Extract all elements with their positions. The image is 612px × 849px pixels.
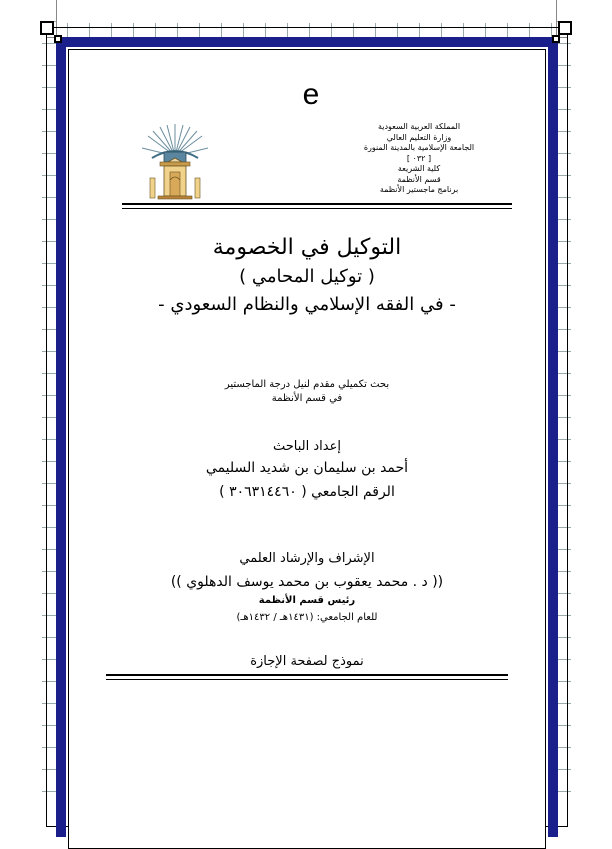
footer-divider-thin [106, 679, 508, 680]
header-divider [122, 203, 512, 205]
author-name: أحمد بن سليمان بن شديد السليمي [205, 460, 409, 476]
ministry-line: كلية الشريعة [397, 164, 441, 173]
ministry-line: [ ٠٣٢ ] [406, 153, 432, 163]
supervisor-name: (( د . محمد يعقوب بن محمد يوسف الدهلوي )) [170, 574, 444, 590]
corner-ornament-top-left [40, 21, 54, 35]
university-emblem-icon [140, 122, 210, 200]
research-description [130, 378, 484, 406]
author-university-id: الرقم الجامعي ( ٣٠٦٣١٤٤٦٠ ) [219, 484, 395, 500]
ministry-line: المملكة العربية السعودية [377, 122, 461, 131]
thesis-scope: - في الفقه الإسلامي والنظام السعودي - [158, 294, 456, 315]
ministry-block [344, 122, 494, 196]
author-label: إعداد الباحث [273, 439, 341, 454]
header-divider-thin [122, 208, 512, 209]
footer-divider [106, 674, 508, 676]
academic-year: للعام الجامعي: (١٤٣١هـ / ١٤٣٢هـ) [236, 612, 378, 623]
thesis-subtitle: ( توكيل المحامي ) [239, 266, 375, 287]
ministry-line: الجامعة الإسلامية بالمدينة المنورة [363, 143, 475, 152]
supervision-label: الإشراف والإرشاد العلمي [239, 551, 375, 566]
ministry-line: قسم الأنظمة [397, 174, 441, 184]
corner-ornament-top-right [558, 21, 572, 35]
research-line: في قسم الأنظمة [271, 393, 343, 404]
title-page [70, 50, 544, 790]
supervisor-title: رئيس قسم الأنظمة [258, 595, 356, 606]
ministry-line: برنامج ماجستير الأنظمة [379, 185, 459, 194]
approval-page-label: نموذج لصفحة الإجازة [250, 654, 364, 669]
header-mark: e [302, 78, 320, 111]
thesis-title: التوكيل في الخصومة [212, 235, 402, 260]
ministry-line: وزارة التعليم العالي [386, 132, 452, 142]
research-line: بحث تكميلي مقدم لنيل درجة الماجستير [224, 379, 390, 390]
corner-ornament-inner-right [552, 35, 560, 43]
corner-ornament-inner-left [54, 35, 62, 43]
